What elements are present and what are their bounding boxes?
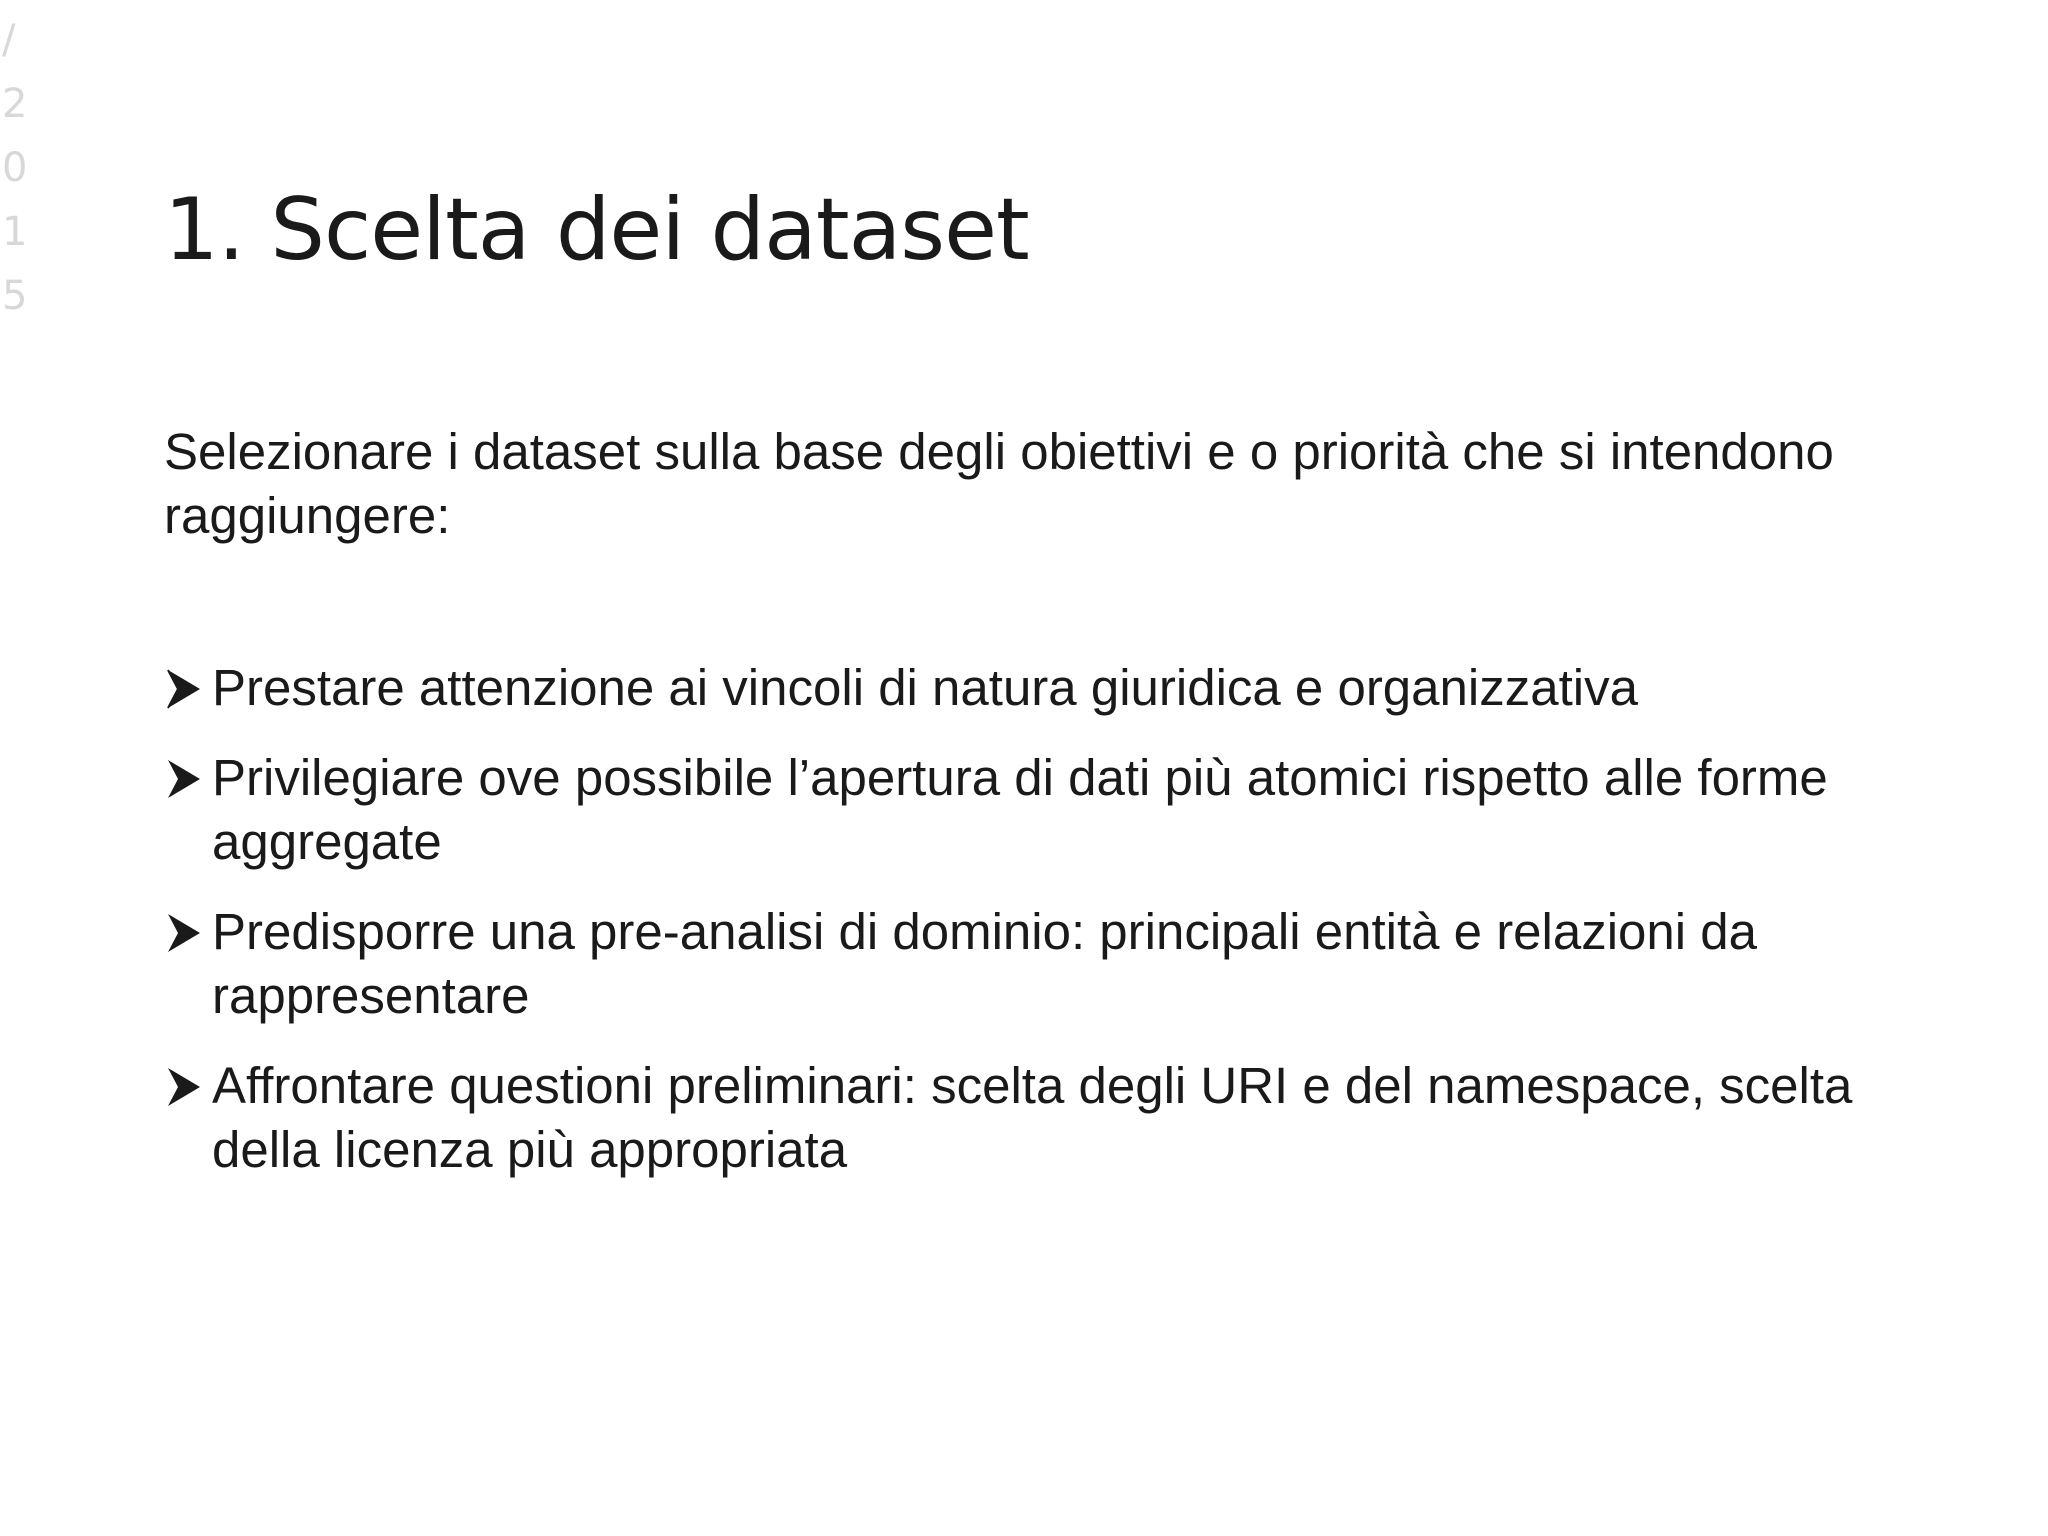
bullet-item bbox=[164, 1054, 1964, 1182]
arrowhead-bullet-icon bbox=[164, 1054, 212, 1118]
bullet-text: Prestare attenzione ai vincoli di natura giuridica e organizzativa bbox=[212, 659, 1638, 716]
side-date-char: 1 bbox=[2, 209, 28, 255]
side-date-char: 0 bbox=[2, 145, 28, 191]
bullet-item bbox=[164, 746, 1964, 874]
side-date-label bbox=[2, 8, 32, 328]
bullet-item bbox=[164, 656, 1964, 720]
arrowhead-bullet-icon bbox=[164, 900, 212, 964]
bullet-text: Predisporre una pre-analisi di dominio: principali entità e relazioni da rappresentare bbox=[212, 903, 1758, 1024]
bullet-text: Affrontare questioni preliminari: scelta degli URI e del namespace, scelta della licenza più appropriata bbox=[212, 1057, 1853, 1178]
slide-title: 1. Scelta dei dataset bbox=[164, 180, 1029, 280]
intro-paragraph: Selezionare i dataset sulla base degli obiettivi e o priorità che si intendono raggiungere: bbox=[164, 423, 1834, 544]
side-date-char: / bbox=[2, 17, 16, 63]
side-date-char: 2 bbox=[2, 81, 28, 127]
bullet-item bbox=[164, 900, 1964, 1028]
bullet-text: Privilegiare ove possibile l’apertura di dati più atomici rispetto alle forme aggregate bbox=[212, 749, 1828, 870]
slide-body bbox=[164, 420, 1964, 1208]
bullet-list bbox=[164, 656, 1964, 1182]
side-date-char: 5 bbox=[2, 273, 28, 319]
arrowhead-bullet-icon bbox=[164, 746, 212, 810]
arrowhead-bullet-icon bbox=[164, 656, 212, 720]
